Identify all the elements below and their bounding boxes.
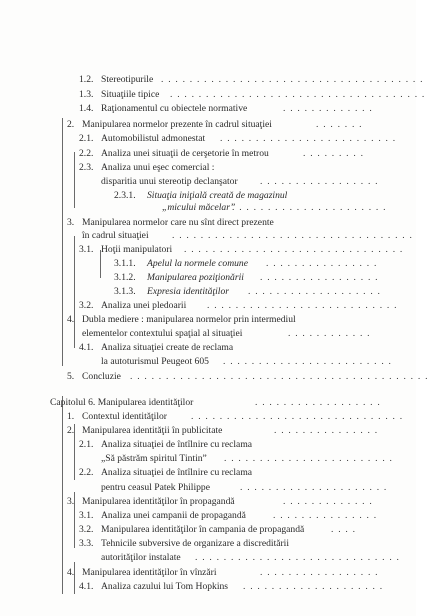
entry-title: Apelul la normele comune	[147, 258, 248, 269]
entry-title: Concluzie	[82, 371, 121, 382]
entry-number: 3.	[67, 496, 75, 507]
entry-number: 2.	[67, 119, 75, 130]
entry-number: 2.1.	[79, 439, 94, 450]
dot-leader: . . . . . . . . . . . . . . . . . . . . . . . . . . .	[207, 300, 398, 311]
dot-leader: . . . . . . . . . . . . .	[283, 496, 373, 507]
dot-leader: . . . . . . .	[316, 119, 363, 130]
toc-rule-3	[74, 236, 75, 306]
dot-leader: . . . . . . . . . . . . . . . . . . . . . . . . . . . . . . . . . . . . .	[161, 74, 424, 85]
entry-title: Analiza situaţiei create de reclama	[101, 342, 234, 353]
dot-leader: . . . . . . . . . . . . . . . . . . . .	[243, 581, 384, 592]
dot-leader: . . . . . . . . . . . . . . . . . . . . . .	[232, 202, 387, 213]
dot-leader: . . . . . . . . . . . . . . . . . . . . . . . . . . . . . .	[191, 411, 404, 422]
entry-number: 2.1.	[79, 133, 94, 144]
entry-title: Manipularea identităţilor în campania de propagandă	[101, 524, 305, 535]
dot-leader: . . . . . . . . . . . . . . . . . . . . . . . . . . . . . . . . . . . .	[170, 89, 426, 100]
entry-title: Manipularea normelor prezente în cadrul situaţiei	[82, 119, 272, 130]
entry-title: Manipularea identităţilor în propagandă	[82, 496, 235, 507]
entry-title: Analiza unei campanii de propagandă	[101, 510, 246, 521]
entry-number: 5.	[67, 371, 75, 382]
dot-leader: . . . . . . . . . . . . . . . . . . . . . . . . . . . . .	[195, 552, 401, 563]
dot-leader: . . . . . . . . . . . . . . . . . . . . . . . . . . . . . . . . . .	[172, 230, 414, 241]
entry-title: elementelor contextului spaţial al situaţiei	[82, 328, 243, 339]
dot-leader: . . . . . . . . . . . . .	[283, 103, 373, 114]
entry-number: 1.	[67, 411, 75, 422]
entry-title: Raţionamentul cu obiectele normative	[101, 103, 248, 114]
entry-title: Situaţia iniţială creată de magazinul	[147, 190, 288, 201]
entry-number: 2.3.1.	[114, 190, 136, 201]
entry-title: Dubla mediere : manipularea normelor prin intermediul	[82, 314, 296, 325]
entry-title: Analiza cazului lui Tom Hopkins	[101, 581, 229, 592]
entry-title: „Să păstrăm spiritul Tintin”	[101, 453, 207, 464]
entry-title: Analiza unei situaţii de cerşetorie în metrou	[101, 148, 269, 159]
entry-number: 4.1.	[79, 342, 94, 353]
dot-leader: . . . . . . . . . . . . . . .	[274, 425, 379, 436]
entry-number: 3.2.	[79, 300, 94, 311]
entry-number: 4.	[67, 314, 75, 325]
dot-leader: . . . . . . . . . . . . . . . . .	[260, 567, 379, 578]
dot-leader: . . . . . . . . . . . . . . . . .	[260, 272, 379, 283]
entry-number: 4.	[67, 567, 75, 578]
entry-number: 3.1.	[79, 510, 94, 521]
entry-number: 3.	[67, 217, 75, 228]
entry-title: Automobilistul admonestat	[101, 133, 206, 144]
toc-rule-chapter6-sections	[62, 396, 63, 594]
entry-title: disparitia unui stereotip declanşator	[101, 176, 238, 187]
dot-leader: . . . . . . . . . . . . . . . . . . .	[248, 286, 382, 297]
dot-leader: . . . . . . . . . . . . . . . . . .	[255, 397, 381, 408]
entry-title: Contextul identităţilor	[82, 411, 167, 422]
entry-number: 3.1.3.	[114, 286, 136, 297]
entry-number: 3.1.	[79, 244, 94, 255]
entry-number: 2.2.	[79, 148, 94, 159]
entry-title: Manipularea poziţionării	[147, 272, 244, 283]
entry-number: 4.1.	[79, 581, 94, 592]
entry-number: 3.1.1.	[114, 258, 136, 269]
dot-leader: . . . . . . . . . . . . . . . . . . . . . . . . . . . . . . . . . . . . . . . . . .	[130, 371, 429, 382]
toc-rule-2	[74, 152, 75, 208]
entry-number: 2.	[67, 425, 75, 436]
entry-number: 3.3.	[79, 538, 94, 549]
entry-title: pentru ceasul Patek Philippe	[101, 482, 210, 493]
entry-title: Situaţiile tipice	[101, 89, 160, 100]
dot-leader: . . . .	[331, 524, 357, 535]
entry-title: Analiza situaţiei de întîlnire cu reclama	[101, 467, 253, 478]
chapter-title: Capitolul 6. Manipularea identităţilor	[50, 397, 194, 408]
entry-number: 2.3.	[79, 162, 94, 173]
entry-title: Manipularea identităţii în publicitate	[82, 425, 223, 436]
entry-title: Expresia identităţilor	[147, 286, 229, 297]
dot-leader: . . . . . . . . . . . .	[288, 328, 371, 339]
entry-title: Hoţii manipulatori	[101, 244, 173, 255]
entry-title: Stereotipurile	[101, 74, 154, 85]
entry-title: Tehnicile subversive de organizare a discreditării	[101, 538, 290, 549]
entry-title: Analiza unei pledoarii	[101, 300, 187, 311]
entry-title: la autoturismul Peugeot 605	[101, 356, 209, 367]
entry-title: în cadrul situaţiei	[82, 230, 149, 241]
entry-title: Manipularea identităţilor în vînzări	[82, 567, 217, 578]
entry-number: 2.2.	[79, 467, 94, 478]
toc-rule-chapter5	[62, 118, 63, 366]
entry-title: Manipularea normelor care nu sînt direct prezente	[82, 217, 274, 228]
dot-leader: . . . . . . . . . . . . . . . . .	[260, 176, 379, 187]
entry-title: „micului măcelar”	[162, 202, 236, 213]
dot-leader: . . . . . . . . . . . . . . . . . . . . . . . .	[224, 453, 394, 464]
entry-title: Analiza unui eşec comercial :	[101, 162, 215, 173]
dot-leader: . . . . . . . . . . . . . . . . . . . . . . . . .	[220, 133, 397, 144]
entry-number: 1.4.	[79, 103, 94, 114]
entry-number: 1.3.	[79, 89, 94, 100]
entry-title: Analiza situaţiei de întîlnire cu reclama	[101, 439, 253, 450]
dot-leader: . . . . . . . . .	[303, 148, 365, 159]
entry-title: autorităţilor instalate	[101, 552, 181, 563]
dot-leader: . . . . . . . . . . . . . . . . . . . . .	[240, 482, 388, 493]
entry-number: 1.2.	[79, 74, 94, 85]
dot-leader: . . . . . . . . . . . . . . .	[273, 510, 378, 521]
dot-leader: . . . . . . . . . . . . . . . . . . . . . . . .	[223, 356, 393, 367]
dot-leader: . . . . . . . . . . . . . . . .	[266, 258, 378, 269]
entry-number: 3.2.	[79, 524, 94, 535]
dot-leader: . . . . . . . . . . . . . . . . . . . . . . . . . . . . . . .	[184, 244, 404, 255]
entry-number: 3.1.2.	[114, 272, 136, 283]
